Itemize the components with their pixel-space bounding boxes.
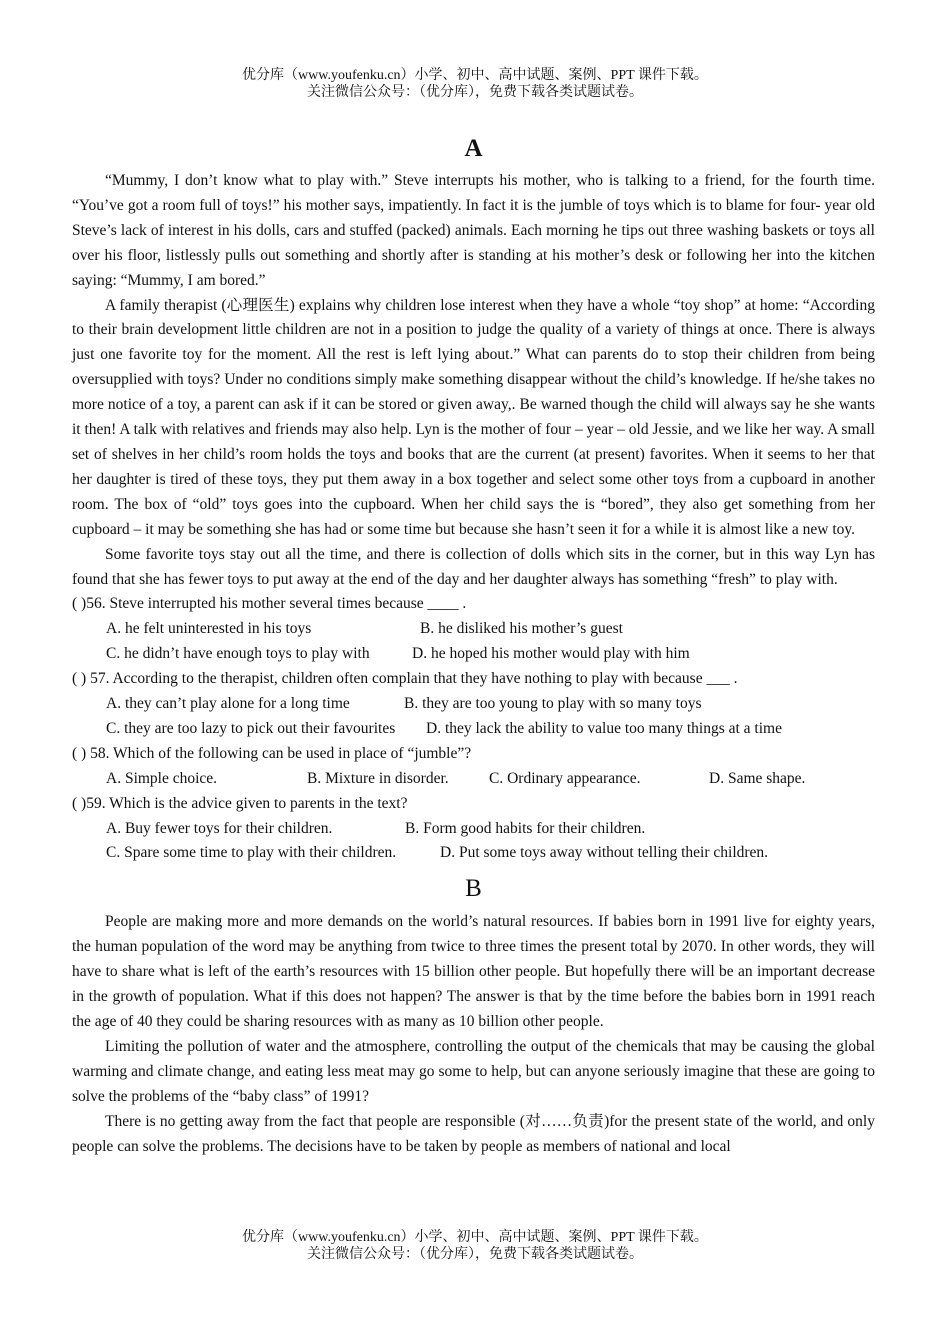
section-b-heading: B	[465, 875, 482, 903]
question-57-option-d: D. they lack the ability to value too many things at a time	[426, 719, 782, 737]
question-56-option-a: A. he felt uninterested in his toys	[106, 620, 312, 638]
question-58-stem: ( ) 58. Which of the following can be used in place of “jumble”?	[72, 744, 472, 762]
question-58-options-row-1	[72, 767, 875, 792]
question-57-stem: ( ) 57. According to the therapist, children often complain that they have nothing to play with because ___ .	[72, 670, 738, 688]
question-57-options-row-1	[72, 692, 875, 717]
question-58-option-b: B. Mixture in disorder.	[307, 769, 449, 787]
question-59-option-c: C. Spare some time to play with their children.	[106, 844, 397, 862]
question-59-options-row-1	[72, 817, 875, 842]
header-line-1: 优分库（www.youfenku.cn）小学、初中、高中试题、案例、PPT 课件下载。	[242, 68, 708, 83]
question-59	[72, 792, 875, 867]
question-56-option-c: C. he didn’t have enough toys to play with	[106, 645, 370, 663]
question-56-option-d: D. he hoped his mother would play with him	[412, 645, 690, 663]
question-59-option-d: D. Put some toys away without telling their children.	[440, 844, 769, 862]
header-line-2: 关注微信公众号：（优分库），免费下载各类试题试卷。	[307, 85, 643, 100]
question-58-option-a: A. Simple choice.	[106, 769, 218, 787]
section-a-paragraph-1: “Mummy, I don’t know what to play with.” Steve interrupts his mother, who is talking to a friend, for the fourth time. “You’ve got a room full of toys!” his mother says, impatiently. In fact it is the jumble of toys which is to blame for four- year old Steve’s lack of interest in his dolls, cars and stuffed (packed) animals. Each morning he tips out three washing baskets or toys all over his floor, listlessly pulls out something and shortly after is standing at his mother’s desk or following her into the kitchen saying: “Mummy, I am bored.”	[72, 172, 875, 289]
question-57	[72, 667, 875, 742]
page-header	[0, 67, 950, 101]
question-59-option-b: B. Form good habits for their children.	[405, 819, 646, 837]
question-58-option-d: D. Same shape.	[709, 769, 806, 787]
question-59-stem: ( )59. Which is the advice given to parents in the text?	[72, 794, 408, 812]
question-57-option-a: A. they can’t play alone for a long time	[106, 695, 350, 713]
question-58	[72, 742, 875, 792]
question-57-options-row-2	[72, 717, 875, 742]
footer-line-2: 关注微信公众号：（优分库），免费下载各类试题试卷。	[307, 1247, 643, 1262]
section-a-paragraph-3: Some favorite toys stay out all the time, and there is collection of dolls which sits in the corner, but in this way Lyn has found that she has fewer toys to put away at the end of the day and her daughter always has something “fresh” to play with.	[72, 545, 875, 588]
section-b-paragraph-2: Limiting the pollution of water and the atmosphere, controlling the output of the chemicals that may be causing the global warming and climate change, and eating less meat may go some to help, but can anyone seriously imagine that these are going to solve the problems of the “baby class” of 1991?	[72, 1037, 875, 1105]
document-body	[72, 134, 875, 1159]
section-a-paragraph-2: A family therapist (心理医生) explains why children lose interest when they have a whole “toy shop” at home: “According to their brain development little children are not in a position to judge the quality of a variety of things at once. There is always just one favorite toy for the moment. All the rest is left lying about.” What can parents do to stop their children from being oversupplied with toys? Under no conditions simply make something disappear without the child’s knowledge. If he/she takes no more notice of a toy, a parent can ask if it can be stored or given away,. Be warned though the child will always say he she wants it then! A talk with relatives and friends may also help. Lyn is the mother of four – year – old Jessie, and we like her way. A small set of shelves in her child’s room holds the toys and books that are the current (at present) favorites. When it seems to her that her daughter is tired of these toys, they put them away in a box together and select some other toys from a cupboard in another room. The box of “old” toys goes into the cupboard. When her child says the is “bored”, they also get something from her cupboard – it may be something she has had or some time but because she hasn’t seen it for a while it is almost like a new toy.	[72, 296, 875, 538]
question-56-options-row-2	[72, 642, 875, 667]
question-59-options-row-2	[72, 841, 875, 866]
question-57-option-c: C. they are too lazy to pick out their favourites	[106, 719, 396, 737]
question-59-option-a: A. Buy fewer toys for their children.	[106, 819, 333, 837]
section-b-paragraph-3: There is no getting away from the fact that people are responsible (对……负责)for the present state of the world, and only people can solve the problems. The decisions have to be taken by people as members of national and local	[72, 1112, 875, 1155]
question-58-option-c: C. Ordinary appearance.	[489, 769, 641, 787]
question-56-stem: ( )56. Steve interrupted his mother several times because ____ .	[72, 595, 467, 613]
footer-line-1: 优分库（www.youfenku.cn）小学、初中、高中试题、案例、PPT 课件下载。	[242, 1230, 708, 1245]
page-footer	[0, 1229, 950, 1263]
question-56	[72, 592, 875, 667]
question-57-option-b: B. they are too young to play with so many toys	[404, 695, 702, 713]
question-56-options-row-1	[72, 617, 875, 642]
question-56-option-b: B. he disliked his mother’s guest	[420, 620, 623, 638]
section-a-heading: A	[464, 135, 483, 162]
section-b-paragraph-1: People are making more and more demands on the world’s natural resources. If babies born in 1991 live for eighty years, the human population of the word may be anything from twice to three times the present total by 2070. In other words, they will have to share what is left of the earth’s resources with 15 billion other people. But hopefully there will be an important decrease in the growth of population. What if this does not happen? The answer is that by the time before the babies born in 1991 reach the age of 40 they could be sharing resources with as many as 10 billion other people.	[72, 913, 875, 1030]
